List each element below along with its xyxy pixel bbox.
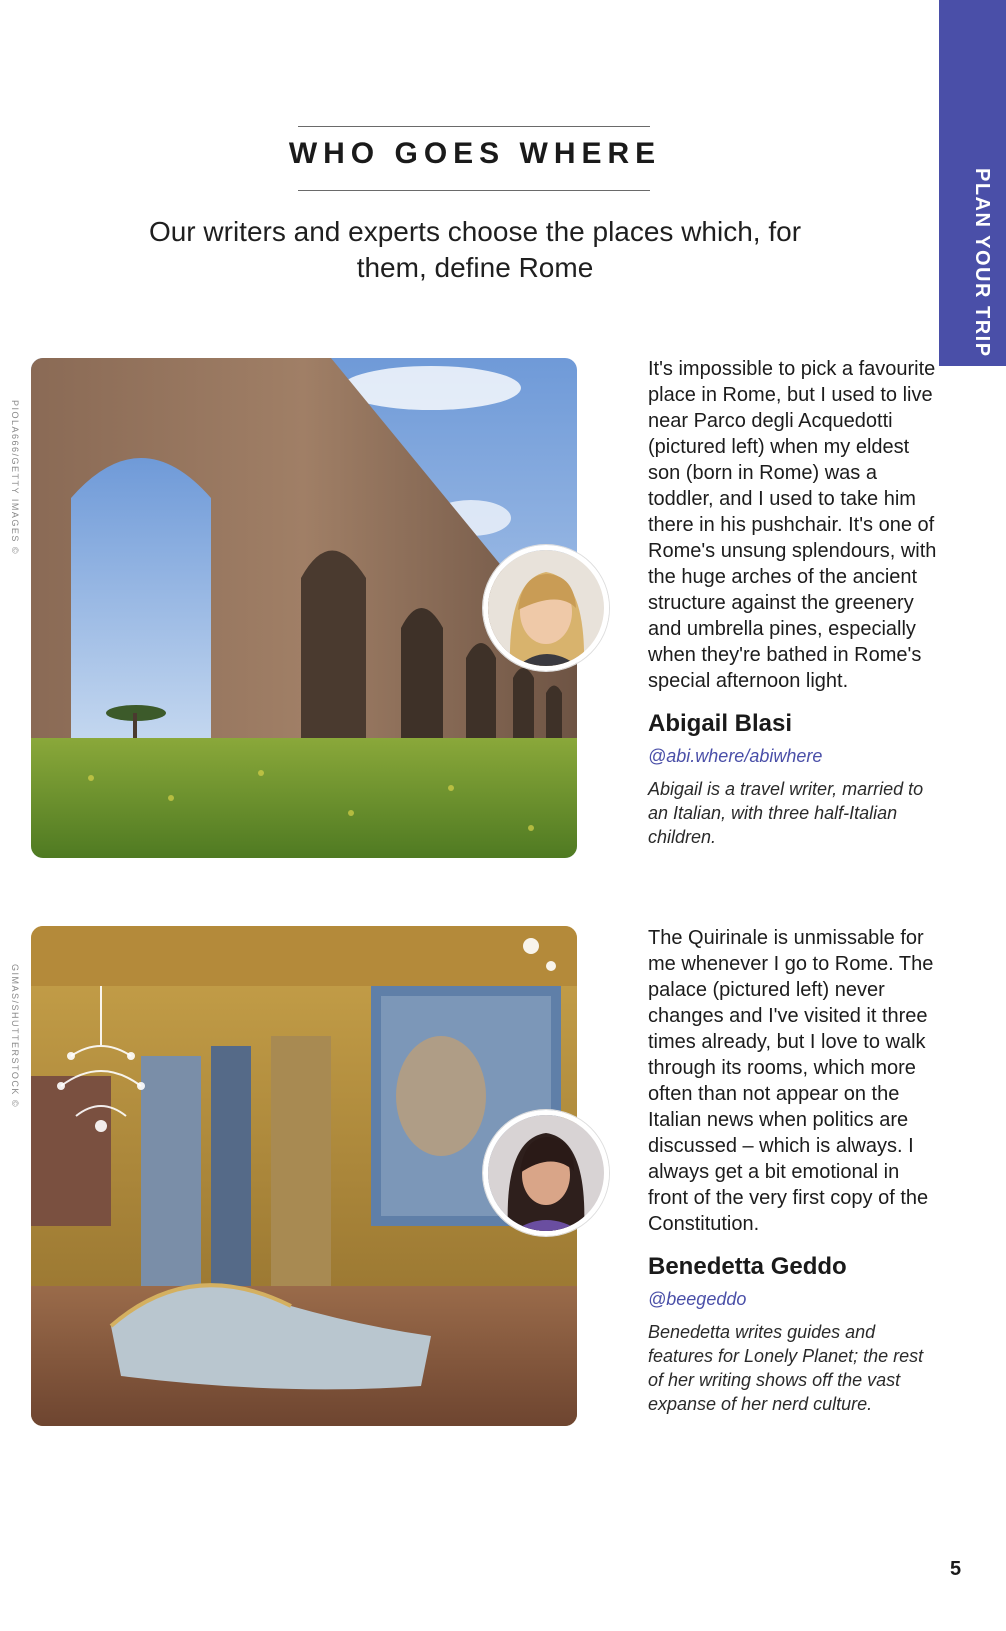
section-tab <box>939 0 1006 366</box>
page-number: 5 <box>950 1558 962 1580</box>
entry-quote-1: It's impossible to pick a favourite place in Rome, but I used to live near Parco degli Acquedotti (pictured left) when my eldest son (born in Rome) was a toddler, and I used to take him there in his pushchair. It's one of Rome's unsung splendours, with the huge arches of the ancient structure against the greenery and umbrella pines, especially when they're bathed in Rome's special afternoon light. <box>648 358 937 692</box>
author-name-1: Abigail Blasi <box>648 710 793 737</box>
author-name-2: Benedetta Geddo <box>648 1253 847 1280</box>
page-subtitle: Our writers and experts choose the places which, for them, define Rome <box>148 216 802 283</box>
photo-credit-1: PIOLA666/GETTY IMAGES © <box>10 400 20 556</box>
page-heading: WHO GOES WHERE <box>288 137 662 170</box>
heading-rule-top <box>298 126 650 127</box>
entry-quote-2: The Quirinale is unmissable for me whenever I go to Rome. The palace (pictured left) never changes and I've visited it three times already, but I love to walk through its rooms, which more often than not appear on the Italian news when politics are discussed – which is always. I always get a bit emotional in front of the very first copy of the Constitution. <box>648 927 934 1235</box>
heading-rule-bottom <box>298 190 650 191</box>
author-bio-1: Abigail is a travel writer, married to an Italian, with three half-Italian children. <box>648 779 924 847</box>
section-tab-label: PLAN YOUR TRIP <box>971 168 993 358</box>
author-avatar-benedetta <box>483 1110 609 1236</box>
author-bio-2: Benedetta writes guides and features for Lonely Planet; the rest of her writing shows off the vast expanse of her nerd culture. <box>648 1322 924 1414</box>
entry-text-1 <box>648 356 938 849</box>
author-avatar-abigail <box>483 545 609 671</box>
photo-credit-2: GIMAS/SHUTTERSTOCK © <box>10 964 20 1108</box>
entry-text-2 <box>648 925 938 1416</box>
author-handle-2: @beegeddo <box>648 1289 747 1309</box>
author-handle-1: @abi.where/abiwhere <box>648 746 823 766</box>
